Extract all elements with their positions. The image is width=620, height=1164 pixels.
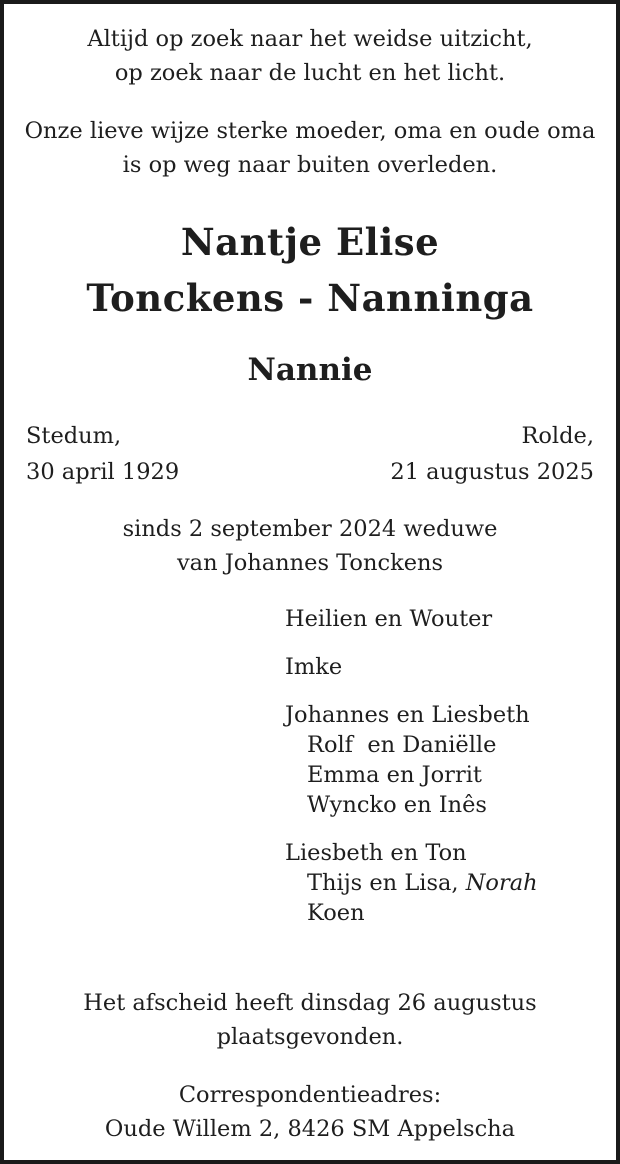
grandchild-couple: Thijs en Lisa,	[307, 870, 466, 896]
widow-line-1: sinds 2 september 2024 weduwe	[122, 516, 498, 542]
deceased-name	[4, 214, 616, 326]
birth-info	[26, 418, 179, 490]
death-date: 21 augustus 2025	[390, 459, 594, 485]
deceased-name-line-2: Tonckens - Nanninga	[86, 276, 534, 320]
widow-line-2: van Johannes Tonckens	[176, 550, 444, 576]
intro-text	[4, 114, 616, 182]
farewell-line-1: Het afscheid heeft dinsdag 26 augustus	[83, 990, 537, 1016]
widow-text	[4, 512, 616, 580]
correspondence-label: Correspondentieadres:	[178, 1082, 442, 1108]
birth-date: 30 april 1929	[26, 459, 180, 485]
correspondence	[4, 1078, 616, 1146]
family-list	[285, 604, 538, 928]
farewell-line-2: plaatsgevonden.	[216, 1024, 404, 1050]
correspondence-address: Oude Willem 2, 8426 SM Appelscha	[104, 1116, 516, 1142]
family-grandchild: Koen	[307, 900, 365, 926]
deceased-nickname: Nannie	[247, 352, 373, 388]
family-group-2: Imke	[285, 654, 343, 680]
poem-line-2: op zoek naar de lucht en het licht.	[114, 60, 506, 86]
family-grandchild	[285, 868, 538, 898]
farewell-text	[4, 986, 616, 1054]
family-group-3-head: Johannes en Liesbeth	[285, 702, 530, 728]
family-grandchild: Wyncko en Inês	[307, 792, 487, 818]
poem	[4, 22, 616, 90]
intro-line-1: Onze lieve wijze sterke moeder, oma en oude oma	[24, 118, 596, 144]
great-grandchild-name: Norah	[465, 870, 538, 896]
poem-line-1: Altijd op zoek naar het weidse uitzicht,	[87, 26, 533, 52]
family-grandchild: Emma en Jorrit	[307, 762, 482, 788]
family-grandchild: Rolf en Daniëlle	[307, 732, 497, 758]
intro-line-2: is op weg naar buiten overleden.	[122, 152, 498, 178]
deceased-name-line-1: Nantje Elise	[180, 220, 440, 264]
birth-place: Stedum,	[26, 423, 122, 449]
family-group-1: Heilien en Wouter	[285, 606, 493, 632]
death-info	[390, 418, 594, 490]
family-group-4-head: Liesbeth en Ton	[285, 840, 467, 866]
death-place: Rolde,	[521, 423, 594, 449]
